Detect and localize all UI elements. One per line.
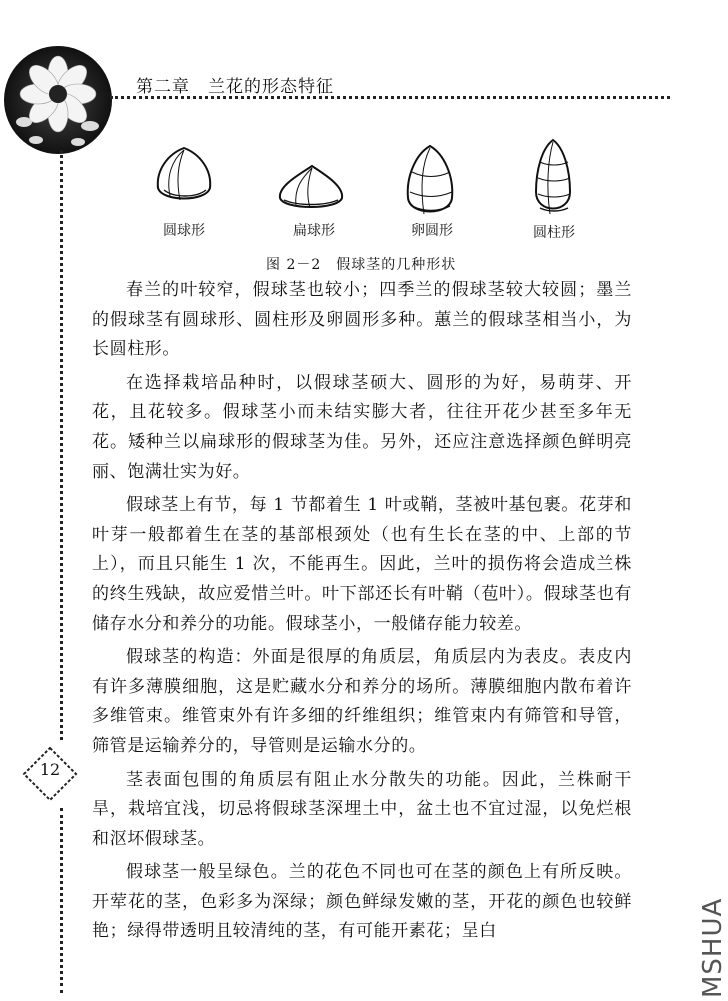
- shape-label-round: 圆球形: [163, 223, 205, 239]
- page-number: 12: [39, 760, 61, 779]
- paragraph: 茎表面包围的角质层有阻止水分散失的功能。因此，兰株耐干旱，栽培宜浅，切忌将假球茎深埋土中，盆土也不宜过湿，以免烂根和沤坏假球茎。: [92, 769, 632, 849]
- figure-caption: 图 2－2 假球茎的几种形状: [266, 257, 457, 273]
- paragraph: 假球茎上有节，每 1 节都着生 1 叶或鞘，茎被叶基包裹。花芽和叶芽一般都着生在茎的基部根颈处（也有生长在茎的中、上部的节上），而且只能生 1 次，不能再生。因此，兰叶的损伤将会造成兰株的终生残缺，故应爱惜兰叶。叶下部还长有叶鞘（苞叶）。假球茎也有储存水分和养分的功能。假球茎小，一般储存能力较差。: [92, 495, 632, 634]
- paragraph: 春兰的叶较窄，假球茎也较小；四季兰的假球茎较大较圆；墨兰的假球茎有圆球形、圆柱形及卵圆形多种。蕙兰的假球茎相当小，为长圆柱形。: [92, 280, 632, 360]
- flat-bulb-drawing: [272, 160, 350, 216]
- left-border-divider-lower: [60, 808, 63, 993]
- watermark: [668, 880, 728, 1000]
- shape-label-flat: 扁球形: [293, 223, 335, 239]
- shape-label-cylinder: 圆柱形: [533, 225, 575, 241]
- shape-label-ovoid: 卵圆形: [411, 223, 453, 239]
- left-border-divider: [60, 150, 63, 740]
- chapter-title: 第二章 兰花的形态特征: [136, 77, 334, 97]
- body-text: [92, 276, 632, 951]
- round-bulb-drawing: [148, 140, 220, 212]
- paragraph: 在选择栽培品种时，以假球茎硕大、圆形的为好，易萌芽、开花，且花较多。假球茎小而未结实膨大者，往往开花少甚至多年无花。矮种兰以扁球形的假球茎为佳。另外，还应注意选择颜色鲜明亮丽、饱满壮实为好。: [92, 372, 632, 482]
- header-divider: [110, 96, 670, 99]
- cylinder-bulb-drawing: [528, 136, 578, 226]
- ovoid-bulb-drawing: [400, 142, 460, 224]
- flower-ornament-icon: [2, 44, 114, 156]
- paragraph: 假球茎的构造：外面是很厚的角质层，角质层内为表皮。表皮内有许多薄膜细胞，这是贮藏水分和养分的场所。薄膜细胞内散布着许多维管束。维管束外有许多细的纤维组织；维管束内有筛管和导管，筛管是运输养分的，导管则是运输水分的。: [92, 647, 632, 756]
- watermark-text: MSHUA: [698, 897, 728, 998]
- paragraph: 假球茎一般呈绿色。兰的花色不同也可在茎的颜色上有所反映。开荤花的茎，色彩多为深绿；颜色鲜绿发嫩的茎，开花的颜色也较鲜艳；绿得带透明且较清纯的茎，有可能开素花；呈白: [92, 862, 632, 942]
